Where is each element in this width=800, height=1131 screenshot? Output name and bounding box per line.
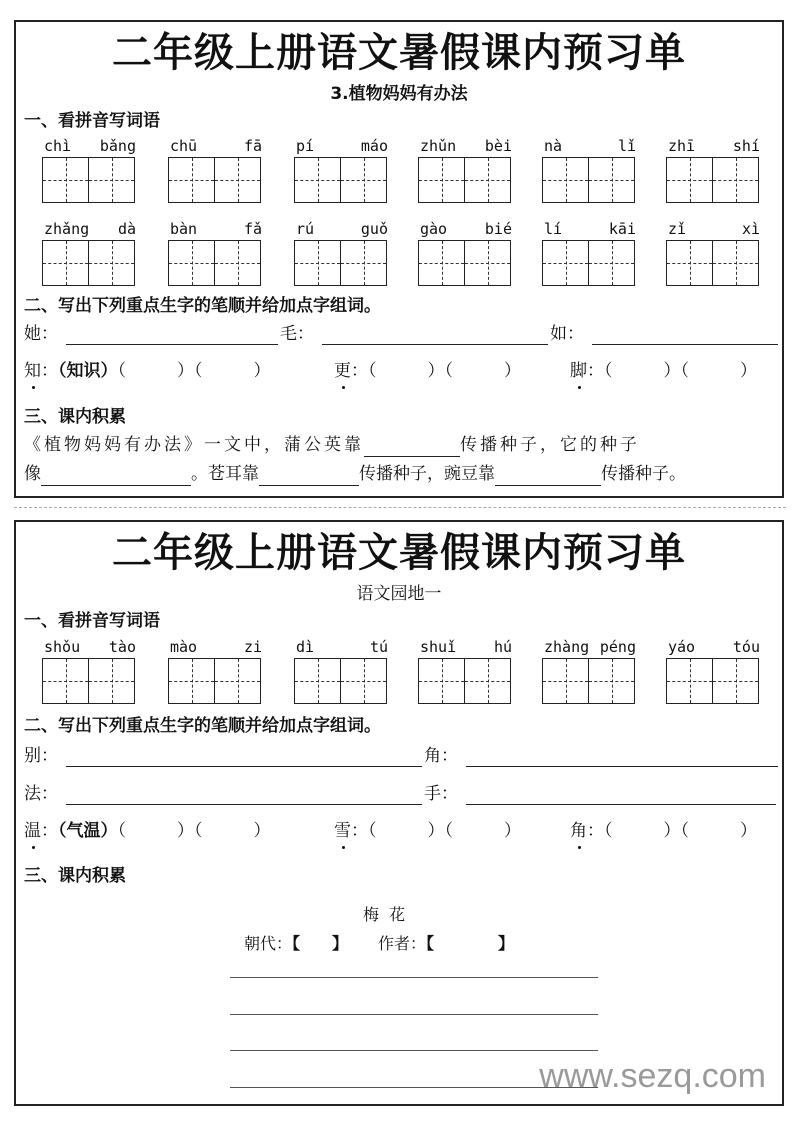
- pinyin-word-item: [542, 220, 638, 286]
- pinyin-syllable: xì: [741, 220, 760, 238]
- sentence-text: 传播种子，它的种子: [460, 435, 640, 455]
- tianzige-writing-box[interactable]: [666, 240, 759, 286]
- pinyin-label: [542, 220, 638, 240]
- fill-blank-line-1: [24, 433, 774, 457]
- page-title: 二年级上册语文暑假课内预习单: [112, 529, 686, 576]
- section-pinyin-heading: 一、看拼音写词语: [24, 611, 160, 631]
- pinyin-label: [418, 220, 514, 240]
- worksheet-2: [14, 520, 784, 1106]
- writing-cell[interactable]: [543, 659, 588, 703]
- stroke-char-label: 如：: [550, 324, 584, 344]
- pinyin-syllable: bié: [484, 220, 512, 238]
- word-blank[interactable]: （ ）: [444, 821, 521, 841]
- writing-cell[interactable]: [214, 659, 260, 703]
- pinyin-label: [42, 638, 138, 658]
- writing-cell[interactable]: [295, 241, 340, 285]
- writing-cell[interactable]: [419, 659, 464, 703]
- lesson-title: 3.植物妈妈有办法: [330, 84, 468, 104]
- watermark: www.sezq.com: [539, 1057, 766, 1095]
- dotted-char: 知: [24, 361, 41, 381]
- writing-cell[interactable]: [88, 241, 134, 285]
- pinyin-syllable: shǒu: [44, 638, 81, 656]
- dotted-char: 雪: [334, 821, 351, 841]
- writing-cell[interactable]: [464, 158, 510, 202]
- pinyin-syllable: zhǔn: [420, 137, 457, 155]
- writing-cell[interactable]: [667, 158, 712, 202]
- pinyin-label: [542, 638, 638, 658]
- stroke-order-row: [24, 782, 774, 808]
- sentence-text: 传播种子。: [601, 464, 686, 484]
- tianzige-writing-box[interactable]: [418, 658, 511, 704]
- dotted-char: 脚: [570, 361, 587, 381]
- stroke-char-label: 手：: [424, 784, 458, 804]
- cut-line-divider: [14, 507, 786, 508]
- fill-blank[interactable]: [259, 467, 359, 486]
- pinyin-syllable: guǒ: [360, 220, 388, 238]
- pinyin-syllable: péng: [599, 638, 636, 656]
- pinyin-word-item: [418, 638, 514, 704]
- word-blank[interactable]: （ ）: [117, 821, 194, 841]
- author-field[interactable]: 【 】: [426, 934, 515, 953]
- writing-cell[interactable]: [543, 241, 588, 285]
- tianzige-writing-box[interactable]: [294, 240, 387, 286]
- writing-cell[interactable]: [464, 241, 510, 285]
- pinyin-syllable: tóu: [732, 638, 760, 656]
- pinyin-syllable: chū: [170, 137, 198, 155]
- pinyin-label: [168, 220, 264, 240]
- writing-cell[interactable]: [419, 241, 464, 285]
- pinyin-word-item: [42, 220, 138, 286]
- stroke-char-label: 毛：: [280, 324, 314, 344]
- stroke-char-label: 别：: [24, 746, 58, 766]
- tianzige-writing-box[interactable]: [168, 240, 261, 286]
- stroke-answer-line[interactable]: [322, 344, 548, 345]
- fill-blank-line-2: [24, 462, 774, 486]
- stroke-answer-line[interactable]: [66, 766, 422, 767]
- writing-cell[interactable]: [340, 241, 386, 285]
- pinyin-syllable: dà: [117, 220, 136, 238]
- pinyin-label: [666, 220, 762, 240]
- pinyin-label: [542, 137, 638, 157]
- sentence-text: 传播种子，豌豆靠: [359, 464, 495, 484]
- page-title: 二年级上册语文暑假课内预习单: [112, 29, 686, 76]
- sentence-text: 《植物妈妈有办法》一文中，蒲公英靠: [24, 435, 364, 455]
- word-group-row: [24, 359, 774, 385]
- fill-blank[interactable]: [495, 467, 601, 486]
- example-word: （气温）: [58, 821, 118, 841]
- stroke-answer-line[interactable]: [592, 344, 778, 345]
- pinyin-syllable: tú: [369, 638, 388, 656]
- pinyin-syllable: pí: [296, 137, 315, 155]
- poem-answer-line[interactable]: [230, 1050, 598, 1051]
- sentence-text: 像: [24, 464, 41, 484]
- writing-cell[interactable]: [88, 659, 134, 703]
- word-blank[interactable]: （ ）: [680, 821, 757, 841]
- section-stroke-heading: 二、写出下列重点生字的笔顺并给加点字组词。: [24, 716, 381, 736]
- pinyin-syllable: kāi: [608, 220, 636, 238]
- tianzige-writing-box[interactable]: [542, 157, 635, 203]
- word-blank[interactable]: （ ）: [444, 361, 521, 381]
- tianzige-writing-box[interactable]: [666, 157, 759, 203]
- writing-cell[interactable]: [419, 158, 464, 202]
- pinyin-word-item: [294, 638, 390, 704]
- pinyin-word-item: [42, 137, 138, 203]
- pinyin-label: [294, 220, 390, 240]
- pinyin-word-item: [666, 220, 762, 286]
- pinyin-syllable: zi: [243, 638, 262, 656]
- pinyin-word-item: [666, 137, 762, 203]
- word-blank[interactable]: （ ）: [368, 361, 445, 381]
- writing-cell[interactable]: [712, 241, 758, 285]
- stroke-char-label: 她：: [24, 324, 58, 344]
- pinyin-syllable: zhǎng: [44, 220, 90, 238]
- stroke-order-row: [24, 322, 774, 348]
- sentence-text: 。苍耳靠: [191, 464, 259, 484]
- tianzige-writing-box[interactable]: [168, 157, 261, 203]
- pinyin-syllable: bǎng: [99, 137, 136, 155]
- dynasty-label: 朝代：: [244, 934, 293, 953]
- stroke-answer-line[interactable]: [466, 766, 778, 767]
- dynasty-field[interactable]: 【 】: [292, 934, 349, 953]
- pinyin-label: [418, 137, 514, 157]
- word-blank[interactable]: （ ）: [194, 821, 271, 841]
- writing-cell[interactable]: [588, 158, 634, 202]
- colon: ：: [351, 361, 368, 381]
- pinyin-syllable: shí: [732, 137, 760, 155]
- stroke-char-label: 角：: [424, 746, 458, 766]
- stroke-char-label: 法：: [24, 784, 58, 804]
- pinyin-syllable: mào: [170, 638, 198, 656]
- pinyin-syllable: bàn: [170, 220, 198, 238]
- word-group-row: [24, 819, 774, 845]
- pinyin-syllable: nà: [544, 137, 563, 155]
- pinyin-syllable: chì: [44, 137, 72, 155]
- word-blank[interactable]: （ ）: [368, 821, 445, 841]
- pinyin-syllable: hú: [493, 638, 512, 656]
- writing-cell[interactable]: [169, 241, 214, 285]
- stroke-answer-line[interactable]: [66, 804, 422, 805]
- section-pinyin-heading: 一、看拼音写词语: [24, 111, 160, 131]
- writing-cell[interactable]: [88, 158, 134, 202]
- pinyin-word-item: [42, 638, 138, 704]
- dotted-char: 角: [570, 821, 587, 841]
- writing-cell[interactable]: [169, 158, 214, 202]
- author-label: 作者：: [378, 934, 427, 953]
- colon: ：: [41, 821, 58, 841]
- tianzige-writing-box[interactable]: [42, 157, 135, 203]
- pinyin-word-item: [542, 137, 638, 203]
- word-blank[interactable]: （ ）: [604, 821, 681, 841]
- pinyin-syllable: máo: [360, 137, 388, 155]
- pinyin-word-item: [418, 220, 514, 286]
- pinyin-label: [666, 638, 762, 658]
- dotted-char: 温: [24, 821, 41, 841]
- lesson-title: 语文园地一: [356, 584, 442, 604]
- poem-meta: [244, 932, 774, 956]
- section-accumulation-heading: 三、课内积累: [24, 407, 126, 427]
- pinyin-label: [294, 638, 390, 658]
- tianzige-writing-box[interactable]: [294, 658, 387, 704]
- writing-cell[interactable]: [295, 158, 340, 202]
- writing-cell[interactable]: [214, 158, 260, 202]
- tianzige-writing-box[interactable]: [418, 240, 511, 286]
- poem-answer-line[interactable]: [230, 1014, 598, 1015]
- writing-cell[interactable]: [340, 158, 386, 202]
- writing-cell[interactable]: [588, 659, 634, 703]
- word-blank[interactable]: （ ）: [117, 361, 194, 381]
- pinyin-label: [42, 137, 138, 157]
- pinyin-label: [168, 137, 264, 157]
- pinyin-syllable: yáo: [668, 638, 696, 656]
- pinyin-syllable: tào: [108, 638, 136, 656]
- stroke-order-row: [24, 744, 774, 770]
- pinyin-syllable: fǎ: [243, 220, 262, 238]
- pinyin-syllable: lǐ: [617, 137, 636, 155]
- pinyin-word-item: [168, 220, 264, 286]
- stroke-answer-line[interactable]: [466, 804, 776, 805]
- pinyin-word-item: [418, 137, 514, 203]
- writing-cell[interactable]: [464, 659, 510, 703]
- writing-cell[interactable]: [712, 158, 758, 202]
- section-stroke-heading: 二、写出下列重点生字的笔顺并给加点字组词。: [24, 296, 381, 316]
- fill-blank[interactable]: [364, 438, 460, 457]
- tianzige-writing-box[interactable]: [418, 157, 511, 203]
- pinyin-word-item: [168, 137, 264, 203]
- writing-cell[interactable]: [543, 158, 588, 202]
- pinyin-label: [42, 220, 138, 240]
- poem-title: 梅花: [362, 905, 415, 924]
- pinyin-word-item: [294, 220, 390, 286]
- writing-cell[interactable]: [43, 158, 88, 202]
- dotted-char: 更: [334, 361, 351, 381]
- pinyin-syllable: gào: [420, 220, 448, 238]
- pinyin-label: [168, 638, 264, 658]
- tianzige-writing-box[interactable]: [42, 240, 135, 286]
- writing-cell[interactable]: [169, 659, 214, 703]
- writing-cell[interactable]: [667, 659, 712, 703]
- pinyin-word-item: [542, 638, 638, 704]
- stroke-answer-line[interactable]: [66, 344, 278, 345]
- writing-cell[interactable]: [295, 659, 340, 703]
- tianzige-writing-box[interactable]: [294, 157, 387, 203]
- word-blank[interactable]: （ ）: [604, 361, 681, 381]
- pinyin-label: [418, 638, 514, 658]
- pinyin-syllable: zǐ: [668, 220, 687, 238]
- pinyin-word-item: [294, 137, 390, 203]
- pinyin-syllable: fā: [243, 137, 262, 155]
- word-blank[interactable]: （ ）: [680, 361, 757, 381]
- colon: ：: [587, 361, 604, 381]
- writing-cell[interactable]: [340, 659, 386, 703]
- section-accumulation-heading: 三、课内积累: [24, 866, 126, 886]
- tianzige-writing-box[interactable]: [168, 658, 261, 704]
- pinyin-syllable: rú: [296, 220, 315, 238]
- pinyin-label: [666, 137, 762, 157]
- writing-cell[interactable]: [588, 241, 634, 285]
- writing-cell[interactable]: [43, 241, 88, 285]
- pinyin-syllable: zhī: [668, 137, 696, 155]
- tianzige-writing-box[interactable]: [542, 240, 635, 286]
- writing-cell[interactable]: [43, 659, 88, 703]
- pinyin-syllable: lí: [544, 220, 563, 238]
- tianzige-writing-box[interactable]: [42, 658, 135, 704]
- writing-cell[interactable]: [214, 241, 260, 285]
- fill-blank[interactable]: [41, 467, 191, 486]
- word-blank[interactable]: （ ）: [194, 361, 271, 381]
- pinyin-syllable: dì: [296, 638, 315, 656]
- writing-cell[interactable]: [667, 241, 712, 285]
- pinyin-label: [294, 137, 390, 157]
- colon: ：: [351, 821, 368, 841]
- pinyin-word-item: [666, 638, 762, 704]
- poem-answer-line[interactable]: [230, 977, 598, 978]
- pinyin-syllable: shuǐ: [420, 638, 457, 656]
- pinyin-syllable: zhàng: [544, 638, 590, 656]
- pinyin-word-item: [168, 638, 264, 704]
- tianzige-writing-box[interactable]: [666, 658, 759, 704]
- worksheet-1: [14, 20, 784, 498]
- tianzige-writing-box[interactable]: [542, 658, 635, 704]
- writing-cell[interactable]: [712, 659, 758, 703]
- colon: ：: [587, 821, 604, 841]
- example-word: （知识）: [58, 361, 118, 381]
- pinyin-syllable: bèi: [484, 137, 512, 155]
- colon: ：: [41, 361, 58, 381]
